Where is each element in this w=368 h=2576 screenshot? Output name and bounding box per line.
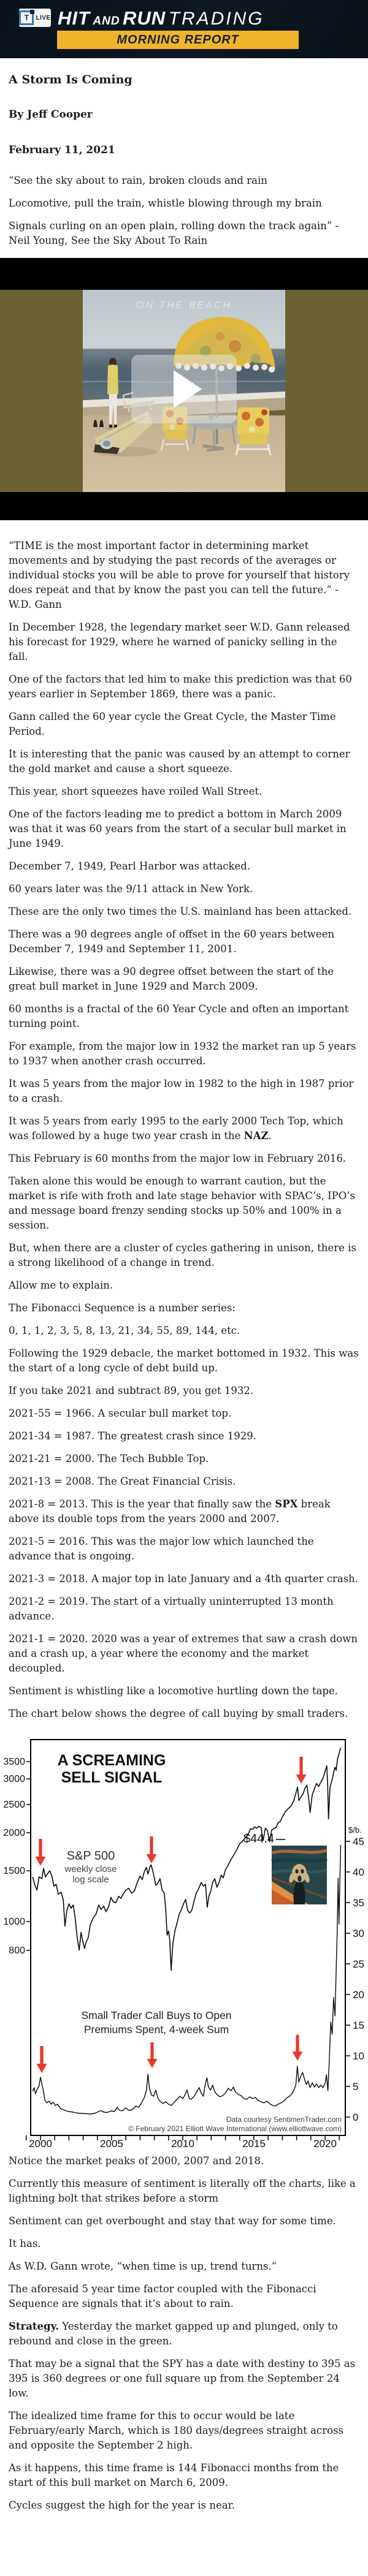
paragraph: 2021-55 = 1966. A secular bull market top. [9,1407,232,1419]
svg-text:2500: 2500 [3,1800,25,1810]
masthead-word-and: AND [93,15,120,28]
t3-logo-live-label: LIVE [36,14,51,21]
scream-painting [272,1846,327,1904]
chart-credit-line1: Data courtesy SentimenTrader.com [226,2115,342,2124]
paragraph: It was 5 years from the major low in 1982 to the high in 1987 prior to a crash. [9,1078,354,1104]
paragraph: 2021-34 = 1987. The greatest crash since 1929. [9,1430,256,1442]
ticker-naz: NAZ [243,1130,269,1142]
paragraph-text: . [268,1130,272,1142]
paragraph: 60 months is a fractal of the 60 Year Cycle and often an important turning point. [9,1003,349,1029]
paragraph: 2021-21 = 2000. The Tech Bubble Top. [9,1453,209,1464]
paragraph: Cycles suggest the high for the year is near. [9,2499,235,2511]
paragraph: There was a 90 degrees angle of offset in the 60 years between December 7, 1949 and September 11, 2001. [9,928,335,955]
masthead-title [58,7,264,29]
paragraph: These are the only two times the U.S. mainland has been attacked. [9,906,352,917]
embedded-video-player[interactable] [0,258,368,520]
sentiment-chart-svg [0,1737,368,2148]
morning-report-label: MORNING REPORT [117,32,239,47]
svg-text:35: 35 [353,1897,364,1909]
paragraph: Likewise, there was a 90 degree offset between the start of the great bull market in June 1929 and March 2009. [9,966,334,992]
chart-title-line2: SELL SIGNAL [61,1769,163,1786]
article-date: February 11, 2021 [9,144,115,156]
ticker-spx: SPX [275,1498,298,1510]
right-axis-unit: $/b. [348,1825,362,1835]
svg-text:25: 25 [353,1958,364,1970]
paragraph: “TIME is the most important factor in determining market movements and by studying the past records of the averages or individual stocks you will be able to prove for yourself that history does repeat and that by know the past you can tell the future.” - W.D. Gann [9,540,350,610]
paragraph: In December 1928, the legendary market seer W.D. Gann released his forecast for 1929, where he warned of panicky selling in the fall. [9,621,350,662]
paragraph: 60 years later was the 9/11 attack in New York. [9,883,253,895]
svg-text:2010: 2010 [171,2138,194,2148]
svg-text:10: 10 [353,2050,364,2062]
chart-credit-line2: © February 2021 Elliott Wave International (www.elliottwave.com) [128,2124,342,2133]
paragraph [9,1497,359,1526]
person-jacket [107,365,118,395]
svg-text:2000: 2000 [3,1828,25,1838]
paragraph: The idealized time frame for this to occur would be late February/early March, which is 180 days/degrees straight across and opposite the September 2 high. [9,2410,343,2451]
paragraph: This year, short squeezes have roiled Wall Street. [9,786,263,797]
page-title: A Storm Is Coming [9,73,132,86]
paragraph: This February is 60 months from the major low in February 2016. [9,1153,347,1164]
article-body [0,73,368,2576]
spx-label: S&P 500 [66,1849,115,1863]
paragraph: It is interesting that the panic was caused by an attempt to corner the gold market and cause a short squeeze. [9,748,350,775]
paragraph: Gann called the 60 year cycle the Great Cycle, the Master Time Period. [9,711,336,737]
scream-mouth [297,1876,301,1882]
spx-sublabel1: weekly close [64,1864,117,1874]
t3live-logo[interactable] [19,9,51,27]
chart-title-line1: A SCREAMING [57,1752,166,1769]
paragraph: 2021-2 = 2019. The start of a virtually uninterrupted 13 month advance. [9,1596,334,1622]
paragraph: The chart below shows the degree of call buying by small traders. [9,1708,348,1719]
svg-text:3500: 3500 [3,1757,25,1767]
paragraph [9,1114,359,1143]
paragraph: Sentiment is whistling like a locomotive hurtling down the tape. [9,1685,339,1697]
paragraph [9,2319,359,2349]
paragraph: As W.D. Gann wrote, “when time is up, trend turns.” [9,2260,277,2272]
spx-sublabel2: log scale [72,1874,109,1885]
album-title-text: ON THE BEACH [136,300,232,311]
svg-text:3000: 3000 [3,1774,25,1784]
paragraph: One of the factors that led him to make this prediction was that 60 years earlier in September 1869, there was a panic. [9,673,352,700]
masthead [0,0,368,58]
paragraph: For example, from the major low in 1932 the market ran up 5 years to 1937 when another crash occurred. [9,1040,356,1067]
svg-text:20: 20 [353,1989,364,2001]
paragraph: As it happens, this time frame is 144 Fibonacci months from the start of this bull market on March 6, 2009. [9,2462,339,2488]
small-trader-label1: Small Trader Call Buys to Open [81,2009,232,2021]
paragraph: Allow me to explain. [9,1279,113,1291]
paragraph: But, when there are a cluster of cycles gathering in unison, there is a strong likelihood of a change in trend. [9,1242,356,1268]
t3-logo-icon [19,10,34,25]
paragraph: Taken alone this would be enough to warrant caution, but the market is rife with froth and late stage behavior with SPAC’s, IPO’s and message board frenzy sending stocks up 50% and 100% in a session. [9,1175,355,1231]
masthead-word-run: RUN [123,7,166,29]
svg-text:2015: 2015 [242,2138,266,2148]
paragraph: Sentiment can get overbought and stay that way for some time. [9,2215,336,2227]
svg-text:1500: 1500 [3,1866,25,1876]
paragraph: 2021-13 = 2008. The Great Financial Crisis. [9,1476,236,1487]
masthead-word-hit: HIT [58,7,90,29]
svg-text:1000: 1000 [3,1917,25,1927]
paragraph: Notice the market peaks of 2000, 2007 and 2018. [9,2155,264,2167]
small-trader-label2: Premiums Spent, 4-week Sum [83,2023,229,2036]
play-button[interactable] [131,355,237,423]
svg-text:15: 15 [353,2020,364,2031]
paragraph: One of the factors leading me to predict a bottom in March 2009 was that it was 60 years from the start of a secular bull market in June 1949. [9,808,347,849]
t3-logo-square-icon [30,10,34,14]
svg-text:45: 45 [353,1836,364,1847]
paragraph: That may be a signal that the SPY has a date with destiny to 395 as 395 is 360 degrees or one full square up from the September 24 low. [9,2358,356,2399]
paragraph: 2021-1 = 2020. 2020 was a year of extremes that saw a crash down and a crash up, a year where the economy and the market decoupled. [9,1633,358,1674]
paragraph: Following the 1929 debacle, the market bottomed in 1932. This was the start of a long cycle of debt build up. [9,1347,359,1374]
paragraph-text: break above its double tops from the years 2000 and 2007. [9,1498,331,1525]
svg-text:2020: 2020 [313,2138,337,2148]
paragraph: The Fibonacci Sequence is a number series: [9,1302,236,1314]
byline: By Jeff Cooper [9,108,93,121]
paragraph: Locomotive, pull the train, whistle blowing through my brain [9,197,322,209]
svg-text:0: 0 [353,2112,359,2123]
paragraph-text: Yesterday the market gapped up and plunged, only to rebound and close in the green. [9,2320,338,2347]
paragraph: The aforesaid 5 year time factor coupled with the Fibonacci Sequence are signals that it’s about to rain. [9,2283,316,2309]
paragraph: 2021-3 = 2018. A major top in late January and a 4th quarter crash. [9,1573,359,1585]
svg-text:40: 40 [353,1866,364,1878]
play-icon [174,370,202,408]
paragraph-text: 2021-8 = 2013. This is the year that finally saw the [9,1498,275,1510]
callout-44-4: $44.4 [243,1832,274,1846]
paragraph: If you take 2021 and subtract 89, you get 1932. [9,1385,254,1396]
paragraph-text: It was 5 years from early 1995 to the early 2000 Tech Top, which was followed by a huge two year crash in the [9,1115,343,1142]
svg-text:800: 800 [9,1945,25,1956]
sentiment-chart [0,1737,368,2148]
morning-report-banner [57,31,299,49]
svg-text:5: 5 [353,2081,359,2093]
paragraph: “See the sky about to rain, broken clouds and rain [9,175,267,186]
paragraph: 0, 1, 1, 2, 3, 5, 8, 13, 21, 34, 55, 89, 144, etc. [9,1325,240,1336]
masthead-word-trading: TRADING [168,9,264,29]
svg-text:2005: 2005 [100,2138,123,2148]
paragraph: Signals curling on an open plain, rolling down the track again” - Neil Young, See the Sky About To Rain [9,220,339,246]
t3-logo-letter: T [24,13,29,22]
svg-text:30: 30 [353,1928,364,1939]
paragraph: Currently this measure of sentiment is literally off the charts, like a lightning bolt that strikes before a storm [9,2178,356,2204]
strategy-label: Strategy. [9,2320,59,2332]
svg-text:2000: 2000 [29,2138,52,2148]
paragraph: December 7, 1949, Pearl Harbor was attacked. [9,860,251,872]
paragraph: It has. [9,2238,41,2249]
paragraph: 2021-5 = 2016. This was the major low which launched the advance that is ongoing. [9,1536,314,1562]
